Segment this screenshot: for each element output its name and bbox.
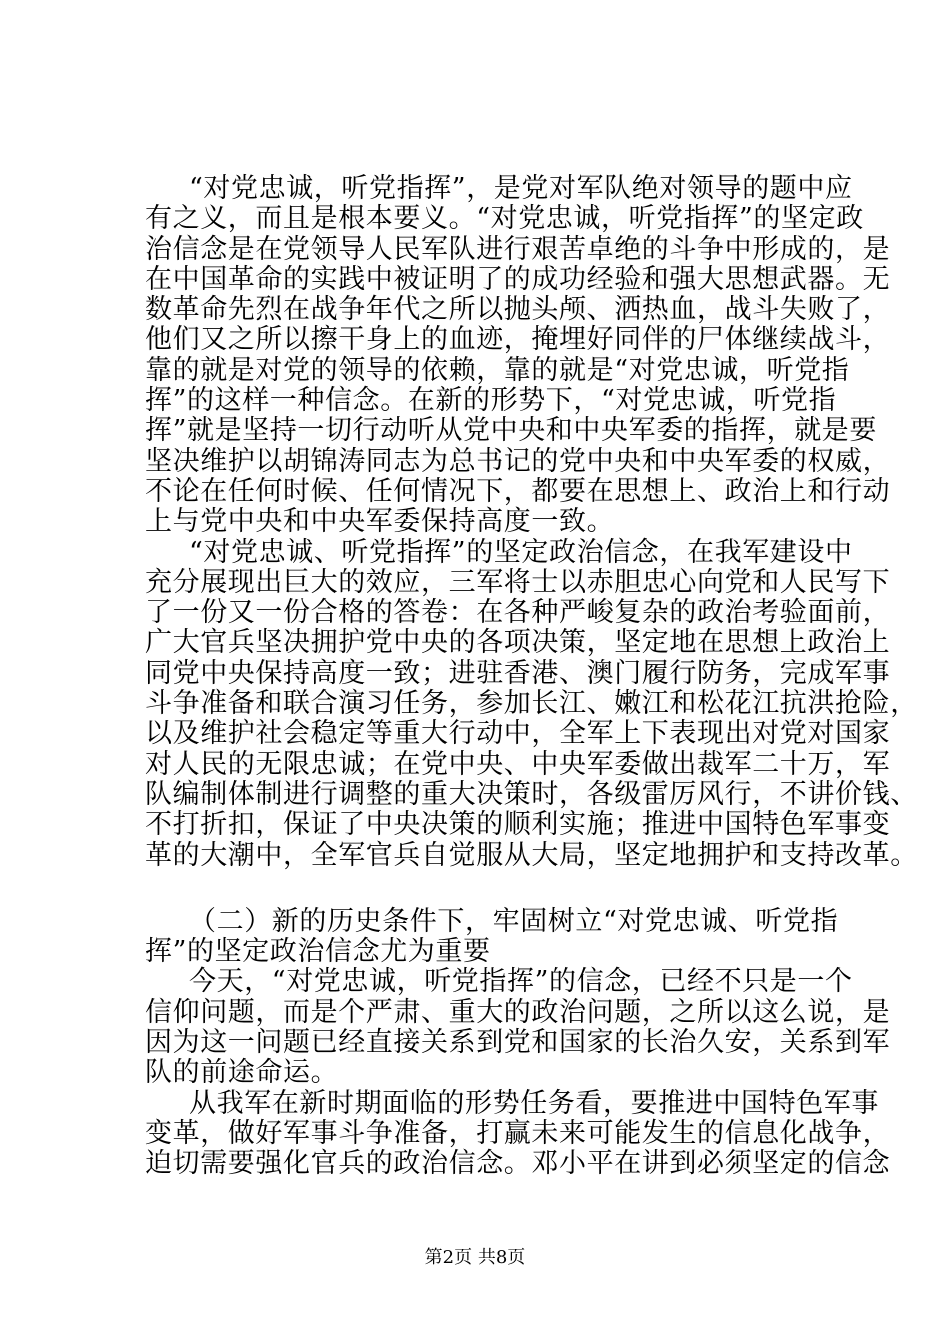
page-number-label: 第2页 共8页 bbox=[424, 1247, 526, 1268]
text-line: 斗争准备和联合演习任务，参加长江、嫩江和松花江抗洪抢险， bbox=[145, 688, 918, 720]
text-line: 了一份又一份合格的答卷：在各种严峻复杂的政治考验面前， bbox=[145, 597, 891, 629]
text-line: 变革，做好军事斗争准备，打赢未来可能发生的信息化战争， bbox=[145, 1117, 891, 1149]
text-line: 在中国革命的实践中被证明了的成功经验和强大思想武器。无 bbox=[145, 263, 891, 295]
text-line: 信仰问题，而是个严肃、重大的政治问题，之所以这么说，是 bbox=[145, 996, 891, 1028]
text-line: 不打折扣，保证了中央决策的顺利实施；推进中国特色军事变 bbox=[145, 809, 891, 841]
text-line: 从我军在新时期面临的形势任务看，要推进中国特色军事 bbox=[189, 1087, 879, 1119]
text-line: 因为这一问题已经直接关系到党和国家的长治久安，关系到军 bbox=[145, 1027, 891, 1059]
text-line: 不论在任何时候、任何情况下，都要在思想上、政治上和行动 bbox=[145, 475, 891, 507]
text-line: 靠的就是对党的领导的依赖，靠的就是“对党忠诚，听党指 bbox=[145, 354, 850, 386]
text-line: 他们又之所以擦干身上的血迹，掩埋好同伴的尸体继续战斗， bbox=[145, 324, 891, 356]
text-line: 队编制体制进行调整的重大决策时，各级雷厉风行，不讲价钱、 bbox=[145, 778, 918, 810]
text-line: 同党中央保持高度一致；进驻香港、澳门履行防务，完成军事 bbox=[145, 657, 891, 689]
paragraph-1 bbox=[145, 173, 891, 538]
heading-line: （二）新的历史条件下，牢固树立“对党忠诚、听党指 bbox=[189, 905, 839, 937]
page-footer bbox=[0, 1247, 950, 1269]
text-line: “对党忠诚，听党指挥”，是党对军队绝对领导的题中应 bbox=[189, 173, 853, 204]
paragraph-2 bbox=[145, 536, 918, 871]
text-line: 今天，“对党忠诚，听党指挥”的信念，已经不只是一个 bbox=[189, 966, 853, 998]
text-line: 队的前途命运。 bbox=[145, 1057, 339, 1089]
text-line: 上与党中央和中央军委保持高度一致。 bbox=[145, 506, 615, 538]
paragraph-spacer bbox=[145, 871, 841, 907]
text-line: 革的大潮中，全军官兵自觉服从大局，坚定地拥护和支持改革。 bbox=[145, 839, 918, 871]
text-line: 迫切需要强化官兵的政治信念。邓小平在讲到必须坚定的信念 bbox=[145, 1148, 891, 1180]
paragraph-4 bbox=[145, 966, 891, 1089]
text-line: 以及维护社会稳定等重大行动中，全军上下表现出对党对国家 bbox=[145, 718, 891, 750]
text-line: 充分展现出巨大的效应，三军将士以赤胆忠心向党和人民写下 bbox=[145, 566, 891, 598]
text-line: 治信念是在党领导人民军队进行艰苦卓绝的斗争中形成的，是 bbox=[145, 233, 891, 265]
text-line: “对党忠诚、听党指挥”的坚定政治信念，在我军建设中 bbox=[189, 536, 853, 568]
paragraph-5 bbox=[145, 1087, 891, 1180]
section-heading bbox=[145, 907, 841, 968]
text-line: 有之义，而且是根本要义。“对党忠诚，听党指挥”的坚定政 bbox=[145, 203, 864, 235]
text-line: 广大官兵坚决拥护党中央的各项决策，坚定地在思想上政治上 bbox=[145, 627, 891, 659]
text-line: 数革命先烈在战争年代之所以抛头颅、洒热血，战斗失败了， bbox=[145, 294, 891, 326]
text-line: 挥”就是坚持一切行动听从党中央和中央军委的指挥，就是要 bbox=[145, 415, 878, 447]
text-line: 坚决维护以胡锦涛同志为总书记的党中央和中央军委的权威， bbox=[145, 445, 891, 477]
heading-line: 挥”的坚定政治信念尤为重要 bbox=[145, 936, 491, 968]
text-line: 对人民的无限忠诚；在党中央、中央军委做出裁军二十万，军 bbox=[145, 748, 891, 780]
text-line: 挥”的这样一种信念。在新的形势下，“对党忠诚，听党指 bbox=[145, 385, 837, 417]
document-body bbox=[145, 173, 918, 1180]
